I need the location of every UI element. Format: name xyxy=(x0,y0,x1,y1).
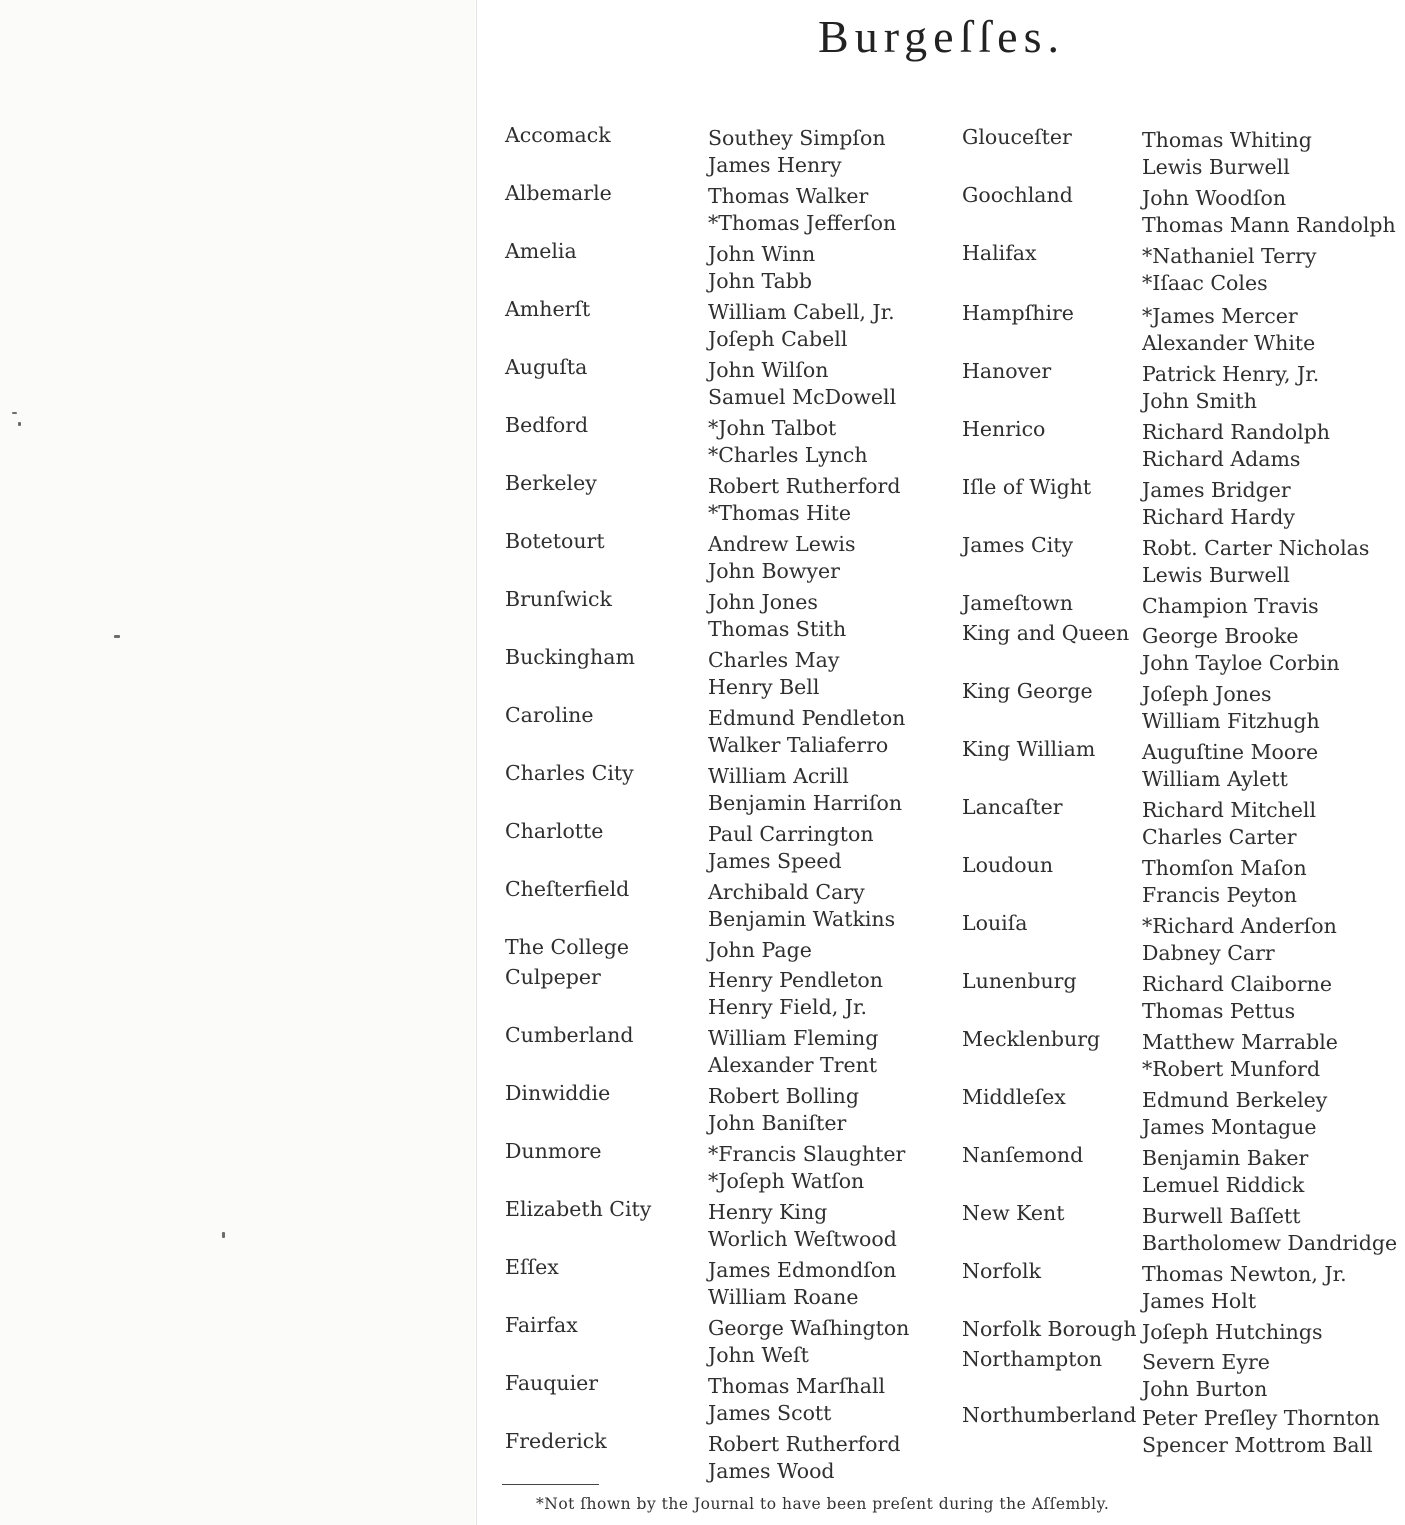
burgess-name: Thomas Newton, Jr. xyxy=(1142,1262,1347,1286)
paper-speck xyxy=(114,635,120,638)
burgess-name: Archibald Cary xyxy=(708,880,865,904)
burgess-name: *Francis Slaughter xyxy=(708,1142,906,1166)
county-name: Lunenburg xyxy=(962,969,1077,993)
burgess-name: *Richard Anderſon xyxy=(1142,914,1337,938)
burgess-name: John Baniſter xyxy=(708,1111,847,1135)
burgess-name: Spencer Mottrom Ball xyxy=(1142,1433,1373,1457)
burgess-name: Thomas Mann Randolph xyxy=(1142,213,1396,237)
county-name: Buckingham xyxy=(505,645,635,669)
burgess-name: Edmund Berkeley xyxy=(1142,1088,1328,1112)
burgess-name: Joſeph Hutchings xyxy=(1142,1320,1323,1344)
burgess-name: Thomas Marſhall xyxy=(708,1374,886,1398)
burgess-name: William Fitzhugh xyxy=(1142,709,1320,733)
burgess-name: Richard Randolph xyxy=(1142,420,1331,444)
burgess-name: *Thomas Jefferſon xyxy=(708,211,897,235)
burgess-name: John Tayloe Corbin xyxy=(1142,651,1340,675)
burgess-name: Charles Carter xyxy=(1142,825,1297,849)
county-name: Culpeper xyxy=(505,965,601,989)
county-name: Accomack xyxy=(505,123,611,147)
burgess-name: John Weſt xyxy=(708,1343,809,1367)
burgess-name: James Edmondſon xyxy=(708,1258,897,1282)
burgess-name: Henry King xyxy=(708,1200,828,1224)
burgess-name: Thomas Whiting xyxy=(1142,128,1312,152)
burgess-name: Robert Rutherford xyxy=(708,1432,901,1456)
burgess-name: Lewis Burwell xyxy=(1142,155,1290,179)
burgess-name: *James Mercer xyxy=(1142,304,1298,328)
burgess-name: Richard Adams xyxy=(1142,447,1301,471)
county-name: Dinwiddie xyxy=(505,1081,611,1105)
burgess-name: Robert Bolling xyxy=(708,1084,859,1108)
county-name: Nanſemond xyxy=(962,1143,1084,1167)
burgess-name: Francis Peyton xyxy=(1142,883,1297,907)
footnote-rule xyxy=(502,1484,599,1485)
burgess-name: John Winn xyxy=(708,242,816,266)
burgess-name: Robt. Carter Nicholas xyxy=(1142,536,1370,560)
burgess-name: *Joſeph Watſon xyxy=(708,1169,865,1193)
county-name: Louiſa xyxy=(962,911,1028,935)
paper-speck xyxy=(222,1232,225,1238)
county-name: Fairfax xyxy=(505,1313,578,1337)
burgess-name: Patrick Henry, Jr. xyxy=(1142,362,1320,386)
burgess-name: James Montague xyxy=(1142,1115,1317,1139)
burgess-name: Southey Simpſon xyxy=(708,126,886,150)
burgess-name: Severn Eyre xyxy=(1142,1350,1270,1374)
burgess-name: John Tabb xyxy=(708,269,813,293)
county-name: Iſle of Wight xyxy=(962,475,1092,499)
burgess-name: Matthew Marrable xyxy=(1142,1030,1338,1054)
county-name: Hampſhire xyxy=(962,301,1074,325)
burgess-name: *Robert Munford xyxy=(1142,1057,1321,1081)
burgess-name: Benjamin Baker xyxy=(1142,1146,1309,1170)
burgess-name: Auguſtine Moore xyxy=(1142,740,1319,764)
burgess-name: Benjamin Harriſon xyxy=(708,791,903,815)
burgess-name: George Waſhington xyxy=(708,1316,910,1340)
county-name: Henrico xyxy=(962,417,1046,441)
burgess-name: Burwell Baſſett xyxy=(1142,1204,1301,1228)
burgess-name: William Acrill xyxy=(708,764,849,788)
burgess-name: Thomas Pettus xyxy=(1142,999,1296,1023)
burgess-name: William Cabell, Jr. xyxy=(708,300,895,324)
burgess-name: John Bowyer xyxy=(708,559,840,583)
burgess-name: John Jones xyxy=(708,590,818,614)
burgess-name: Henry Bell xyxy=(708,675,820,699)
county-name: Mecklenburg xyxy=(962,1027,1101,1051)
county-name: Elizabeth City xyxy=(505,1197,652,1221)
county-name: King William xyxy=(962,737,1096,761)
burgess-name: *John Talbot xyxy=(708,416,837,440)
burgess-name: Bartholomew Dandridge xyxy=(1142,1231,1398,1255)
burgess-name: *Thomas Hite xyxy=(708,501,851,525)
county-name: Amherſt xyxy=(505,297,591,321)
county-name: The College xyxy=(505,935,630,959)
county-name: Bedford xyxy=(505,413,589,437)
burgess-name: James Scott xyxy=(708,1401,832,1425)
county-name: Albemarle xyxy=(505,181,612,205)
blank-margin xyxy=(0,0,475,1525)
burgess-name: Paul Carrington xyxy=(708,822,874,846)
burgess-name: Henry Pendleton xyxy=(708,968,883,992)
burgess-name: Champion Travis xyxy=(1142,594,1319,618)
county-name: Norfolk xyxy=(962,1259,1041,1283)
burgess-name: James Wood xyxy=(708,1459,835,1483)
county-name: King and Queen xyxy=(962,621,1130,645)
burgess-name: James Speed xyxy=(708,849,842,873)
county-name: Cheſterfield xyxy=(505,877,630,901)
county-name: Northumberland xyxy=(962,1403,1137,1427)
footnote: *Not ſhown by the Journal to have been preſent during the Aſſembly. xyxy=(536,1495,1110,1513)
burgess-name: Edmund Pendleton xyxy=(708,706,906,730)
burgess-name: James Holt xyxy=(1142,1289,1257,1313)
burgess-name: Alexander Trent xyxy=(708,1053,878,1077)
burgess-name: Peter Preſley Thornton xyxy=(1142,1406,1380,1430)
county-name: Brunſwick xyxy=(505,587,612,611)
burgess-name: Thomſon Maſon xyxy=(1142,856,1307,880)
burgess-name: *Charles Lynch xyxy=(708,443,868,467)
county-name: Halifax xyxy=(962,241,1037,265)
burgess-name: James Henry xyxy=(708,153,842,177)
county-name: Jameſtown xyxy=(962,591,1073,615)
burgess-name: Samuel McDowell xyxy=(708,385,897,409)
county-name: Auguſta xyxy=(505,355,588,379)
burgess-name: Henry Field, Jr. xyxy=(708,995,868,1019)
county-name: Dunmore xyxy=(505,1139,602,1163)
county-name: Goochland xyxy=(962,183,1073,207)
burgess-name: Benjamin Watkins xyxy=(708,907,896,931)
county-name: Frederick xyxy=(505,1429,607,1453)
burgess-name: *Nathaniel Terry xyxy=(1142,244,1317,268)
burgess-name: Richard Hardy xyxy=(1142,505,1295,529)
county-name: Berkeley xyxy=(505,471,597,495)
county-name: Glouceſter xyxy=(962,125,1072,149)
county-name: James City xyxy=(962,533,1074,557)
county-name: New Kent xyxy=(962,1201,1065,1225)
burgess-name: Joſeph Jones xyxy=(1142,682,1272,706)
burgess-name: Thomas Walker xyxy=(708,184,869,208)
burgess-name: John Wilſon xyxy=(708,358,829,382)
burgess-name: Lemuel Riddick xyxy=(1142,1173,1305,1197)
burgess-name: Richard Mitchell xyxy=(1142,798,1317,822)
county-name: King George xyxy=(962,679,1093,703)
burgess-name: John Page xyxy=(708,938,812,962)
county-name: Middleſex xyxy=(962,1085,1066,1109)
burgess-name: George Brooke xyxy=(1142,624,1299,648)
county-name: Charles City xyxy=(505,761,634,785)
county-name: Charlotte xyxy=(505,819,604,843)
burgess-name: John Burton xyxy=(1142,1377,1268,1401)
county-name: Norfolk Borough xyxy=(962,1317,1137,1341)
county-name: Botetourt xyxy=(505,529,605,553)
burgess-name: James Bridger xyxy=(1142,478,1291,502)
paper-speck xyxy=(18,422,21,426)
page-title: Burgeſſes. xyxy=(818,11,1065,62)
county-name: Northampton xyxy=(962,1347,1103,1371)
burgess-name: Joſeph Cabell xyxy=(708,327,848,351)
burgess-name: Thomas Stith xyxy=(708,617,847,641)
burgess-name: William Fleming xyxy=(708,1026,879,1050)
burgess-name: Lewis Burwell xyxy=(1142,563,1290,587)
burgess-name: Andrew Lewis xyxy=(708,532,856,556)
county-name: Hanover xyxy=(962,359,1052,383)
burgess-name: Dabney Carr xyxy=(1142,941,1275,965)
burgess-name: William Roane xyxy=(708,1285,859,1309)
burgess-name: *Iſaac Coles xyxy=(1142,271,1268,295)
burgess-name: John Woodſon xyxy=(1142,186,1287,210)
county-name: Loudoun xyxy=(962,853,1054,877)
county-name: Caroline xyxy=(505,703,594,727)
county-name: Lancaſter xyxy=(962,795,1063,819)
burgess-name: John Smith xyxy=(1142,389,1257,413)
burgess-name: Alexander White xyxy=(1142,331,1316,355)
county-name: Amelia xyxy=(505,239,577,263)
burgess-name: Charles May xyxy=(708,648,840,672)
burgess-name: Worlich Weſtwood xyxy=(708,1227,897,1251)
burgess-name: Walker Taliaferro xyxy=(708,733,889,757)
county-name: Fauquier xyxy=(505,1371,599,1395)
paper-speck xyxy=(12,412,17,414)
burgess-name: Robert Rutherford xyxy=(708,474,901,498)
burgess-name: William Aylett xyxy=(1142,767,1288,791)
burgess-name: Richard Claiborne xyxy=(1142,972,1332,996)
county-name: Eſſex xyxy=(505,1255,559,1279)
county-name: Cumberland xyxy=(505,1023,634,1047)
